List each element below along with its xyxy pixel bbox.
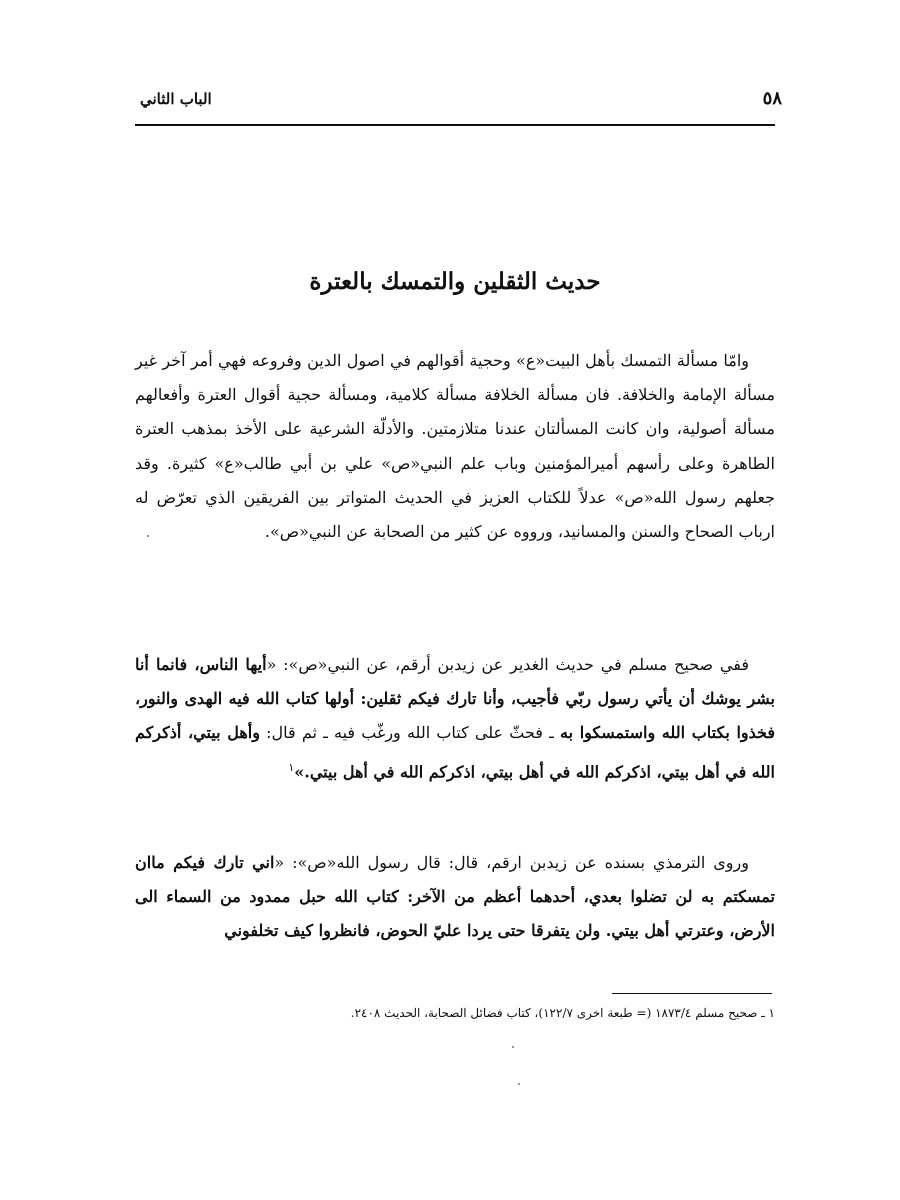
hadith-quote-part-2: وأهل بيتي، أذكركم الله في أهل بيتي، اذكركم الله في أهل بيتي، اذكركم الله في أهل بيتي.» (135, 723, 775, 781)
scan-speck (512, 1046, 514, 1048)
paragraph-3-intro: وروى الترمذي بسنده عن زيدبن ارقم، قال: قال رسول الله«ص»: « (274, 853, 749, 872)
hadith-quote-tirmidhi: اني تارك فيكم ماان تمسكتم به لن تضلوا بعدي، أحدهما أعظم من الآخر: كتاب الله حبل ممدود من السماء الى الأرض، وعترتي أهل بيتي. ولن يتفرقا حتى يردا عليّ الحوض، فانظروا كيف تخلفوني (135, 853, 775, 941)
paragraph-2-intro: ففي صحيح مسلم في حديث الغدير عن زيدبن أرقم، عن النبي«ص»: « (266, 655, 750, 674)
paragraph-2-text (135, 648, 775, 789)
header-divider (135, 124, 775, 126)
running-title: الباب الثاني (140, 90, 212, 108)
paragraph-1-text: وامّا مسألة التمسك بأهل البيت«ع» وحجية أقوالهم في اصول الدين وفروعه فهي أمر آخر غير مسألة الإمامة والخلافة. فان مسألة الخلافة مسألة كلامية، ومسألة حجية أقوال العترة وأفعالهم مسألة أصولية، وان كانت المسألتان عندنا متلازمتين. والأدلّة الشرعية على الأخذ بمذهب العترة الطاهرة وعلى رأسهم أميرالمؤمنين وباب علم النبي«ص» علي بن أبي طالب«ع» كثيرة. وقد جعلهم رسول الله«ص» عدلاً للكتاب العزيز في الحديث المتواتر بين الفريقين الذي تعرّض له ارباب الصحاح والسنن والمسانيد، ورووه عن كثير من الصحابة عن النبي«ص». (135, 351, 775, 542)
page-number: ٥٨ (762, 88, 782, 109)
footnote-reference[interactable]: ١ (288, 760, 295, 774)
paragraph-3 (135, 846, 775, 949)
paragraph-1 (135, 344, 775, 549)
scan-speck (147, 535, 149, 537)
section-heading: حديث الثقلين والتمسك بالعترة (309, 268, 601, 295)
paragraph-2-middle: ـ فحثّ على كتاب الله ورغّب فيه ـ ثم قال: (259, 723, 561, 743)
paragraph-2 (135, 648, 775, 789)
scan-speck (518, 1083, 520, 1085)
footnote-1: ١ ـ صحيح مسلم ١٨٧٣/٤ (= طبعة اخرى ١٢٢/٧)، كتاب فضائل الصحابة، الحديث ٢٤٠٨. (350, 1006, 775, 1020)
paragraph-3-text (135, 846, 775, 949)
hadith-quote-part-1: أيها الناس، فانما أنا بشر يوشك أن يأتي رسول ربّي فأجيب، وأنا تارك فيكم ثقلين: أولها كتاب الله فيه الهدى والنور، فخذوا بكتاب الله واستمسكوا به (135, 655, 775, 743)
footnote-divider (612, 993, 772, 994)
